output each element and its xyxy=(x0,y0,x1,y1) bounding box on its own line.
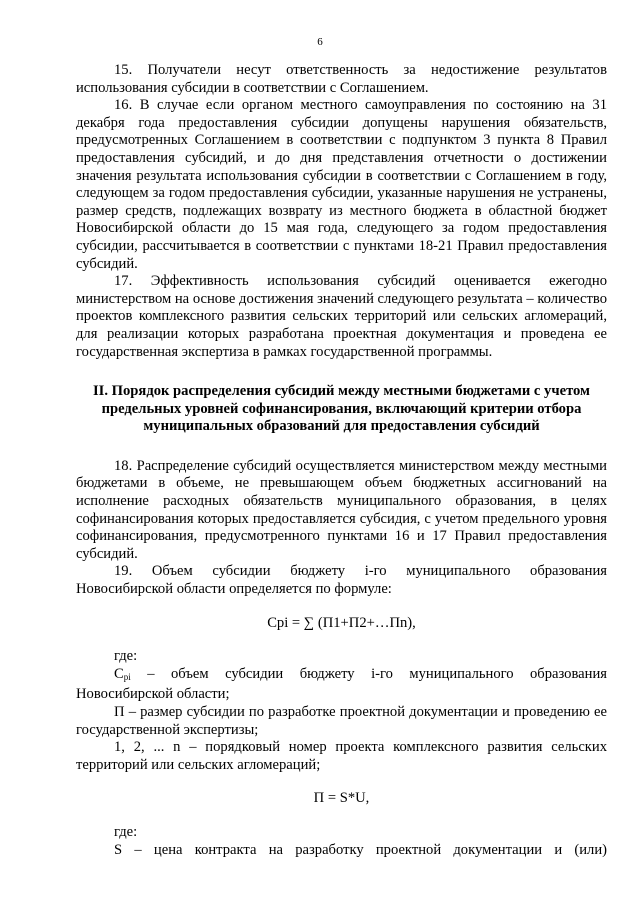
page-number: 6 xyxy=(317,36,323,48)
section-heading-line: II. Порядок распределения субсидий между местными бюджетами с учетом xyxy=(93,383,590,400)
definition-p: П – размер субсидии по разработке проектной документации и проведению ее государственной экспертизы; xyxy=(76,704,607,738)
where-label: где: xyxy=(114,823,138,840)
formula-subsidy-size: П = S*U, xyxy=(313,790,370,807)
where-label: где: xyxy=(114,648,138,665)
definition-c-subscript: рi xyxy=(123,671,131,682)
section-heading-line: муниципальных образований для предоставления субсидий xyxy=(143,418,540,435)
section-heading-line: предельных уровней софинансирования, включающий критерии отбора xyxy=(101,400,582,417)
definition-c-symbol: С xyxy=(114,665,124,682)
document-body xyxy=(76,62,607,859)
paragraph-18: 18. Распределение субсидий осуществляется министерством между местными бюджетами в объеме, не превышающем объем бюджетных ассигнований на исполнение расходных обязательств муниципального образования, в целях софинансирования которых предоставляется субсидия, с учетом предельного уровня софинансирования, предусмотренного пунктами 16 и 17 Правил предоставления субсидий. xyxy=(76,457,607,562)
paragraph-17: 17. Эффективность использования субсидий оценивается ежегодно министерством на основе достижения значений следующего результата – количество проектов комплексного развития сельских территорий или сельских агломераций, для реализации которых разработана проектная документация и проведена ее государственная экспертиза в рамках государственной программы. xyxy=(76,273,607,360)
paragraph-16: 16. В случае если органом местного самоуправления по состоянию на 31 декабря года предоставления субсидии допущены нарушения обязательств, предусмотренных Соглашением в соответствии с подпунктом 3 пункта 8 Правил предоставления субсидий, и до дня представления отчетности о достижении значения результата использования субсидии в соответствии с Соглашением в году, следующем за годом предоставления субсидии, указанные нарушения не устранены, размер средств, подлежащих возврату из местного бюджета в областной бюджет Новосибирской области до 15 мая года, следующего за годом предоставления субсидии, рассчитывается в соответствии с пунктами 18-21 Правил предоставления субсидий. xyxy=(76,97,607,272)
section-heading xyxy=(76,383,607,436)
definition-c-text: – объем субсидии бюджету i-го муниципального образования Новосибирской области; xyxy=(76,665,607,703)
paragraph-15: 15. Получатели несут ответственность за недостижение результатов использования субсидии в соответствии с Соглашением. xyxy=(76,62,607,96)
definition-s: S – цена контракта на разработку проектной документации и (или) xyxy=(114,841,607,858)
paragraph-19: 19. Объем субсидии бюджету i-го муниципального образования Новосибирской области определяется по формуле: xyxy=(76,563,607,598)
definition-c xyxy=(76,666,607,704)
definition-n: 1, 2, ... n – порядковый номер проекта комплексного развития сельских территорий или сельских агломераций; xyxy=(76,739,607,773)
formula-subsidy-volume: Срi = ∑ (П1+П2+…Пn), xyxy=(267,614,416,631)
